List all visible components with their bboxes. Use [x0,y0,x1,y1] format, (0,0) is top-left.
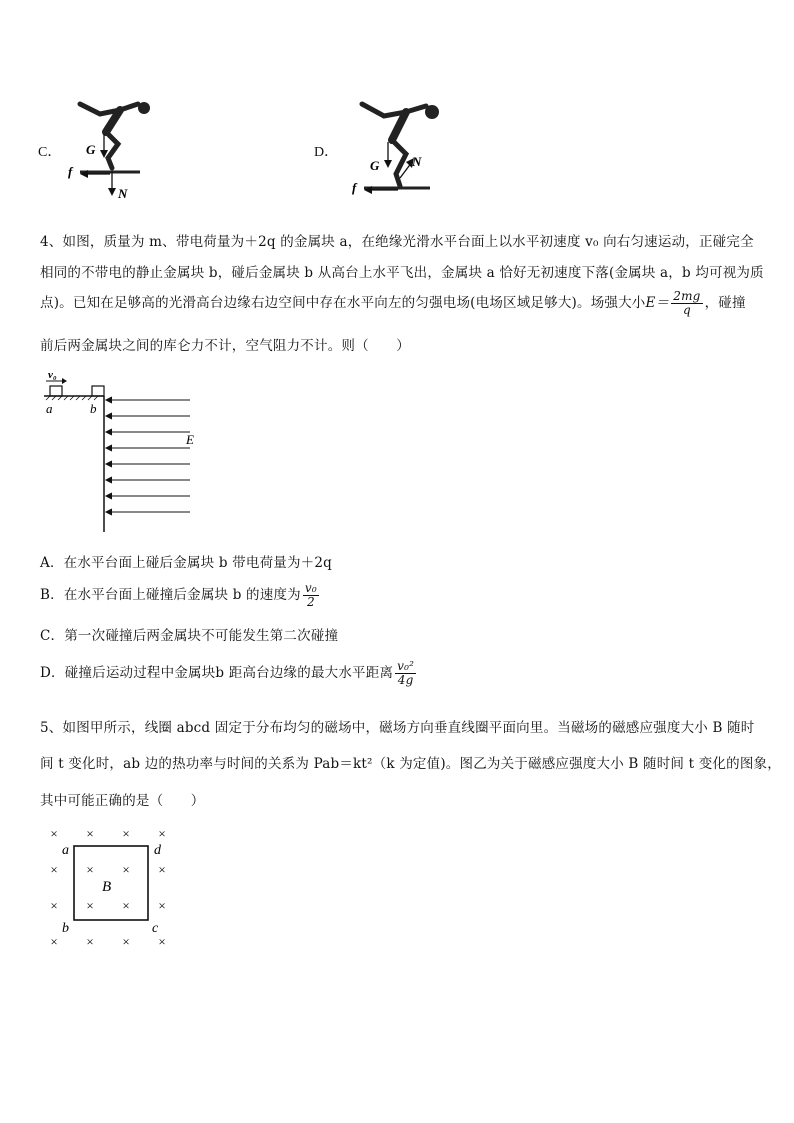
q4-option-c: C．第一次碰撞后两金属块不可能发生第二次碰撞 [40,628,339,644]
option-b-num: v₀ [304,581,317,595]
field-cross: × [158,898,166,913]
field-cross: × [158,934,166,949]
field-b-label: B [102,879,112,895]
field-cross: × [122,826,130,841]
frac-num: 2mg [673,289,701,303]
frac-den: q [682,303,691,317]
field-cross: × [50,898,58,913]
q5-line-2: 间 t 变化时，ab 边的热功率与时间的关系为 Pab＝kt²（k 为定值)。图乙为关于磁感应强度大小 B 随时间 t 变化的图象， [40,756,781,772]
q4-option-d [40,660,418,687]
field-cross: × [86,826,94,841]
field-cross: × [122,934,130,949]
corner-a: a [62,843,69,858]
option-d-text: D．碰撞后运动过程中金属块b 距高台边缘的最大水平距离 [40,665,394,681]
option-b-den: 2 [306,595,315,609]
field-cross: × [86,934,94,949]
field-cross: × [50,934,58,949]
option-d-fraction [395,660,416,687]
option-c-label: C． [38,145,62,160]
magnetic-field-figure [40,822,180,952]
field-cross: × [86,898,94,913]
label-b: b [90,401,97,416]
option-b-fraction [303,582,319,609]
label-a: a [46,401,53,416]
corner-d: d [154,843,161,858]
diver-figure-c [60,92,170,202]
field-e-label: E＝ [645,295,670,311]
option-b-text: B．在水平台面上碰撞后金属块 b 的速度为 [40,587,301,603]
q4-line-3-suffix: ，碰撞 [704,295,746,311]
label-g: G [86,142,96,157]
field-cross: × [122,862,130,877]
field-strength-fraction [671,290,702,317]
q4-option-a: A．在水平台面上碰后金属块 b 带电荷量为＋2q [40,555,333,571]
q5-line-1: 5、如图甲所示，线圈 abcd 固定于分布均匀的磁场中，磁场方向垂直线圈平面向里。当磁场的磁感应强度大小 B 随时 [40,720,755,736]
field-cross: × [86,862,94,877]
field-cross: × [50,826,58,841]
field-cross: × [158,826,166,841]
q5-line-3: 其中可能正确的是（ ） [40,793,205,809]
q4-option-b [40,582,321,609]
option-d-label: D． [314,145,339,160]
diver-figure-d [340,90,450,202]
electric-field-figure [40,366,210,538]
corner-b: b [62,921,69,936]
q4-line-1: 4、如图，质量为 m、带电荷量为＋2q 的金属块 a，在绝缘光滑水平台面上以水平初速度 v₀ 向右匀速运动，正碰完全 [40,234,754,250]
q4-line-3 [40,290,746,317]
option-d-den: 4g [397,673,414,687]
label-f: f [68,164,73,179]
label-g-d: G [370,158,380,173]
label-n-d: N [412,154,422,169]
q4-line-2: 相同的不带电的静止金属块 b，碰后金属块 b 从高台上水平飞出，金属块 a 恰好无初速度下落(金属块 a，b 均可视为质 [40,265,764,281]
label-e: E [186,432,194,447]
q4-line-4: 前后两金属块之间的库仑力不计，空气阻力不计。则（ ） [40,338,410,354]
q4-line-3-prefix: 点)。已知在足够高的光滑高台边缘右边空间中存在水平向左的匀强电场(电场区域足够大)。场强大小 [40,295,646,311]
option-d-num: v₀² [397,659,415,673]
label-f-d: f [352,180,357,195]
field-cross: × [158,862,166,877]
field-cross: × [50,862,58,877]
corner-c: c [152,921,159,936]
label-n: N [118,186,128,201]
label-v0: v₀ [48,369,57,381]
field-cross: × [122,898,130,913]
